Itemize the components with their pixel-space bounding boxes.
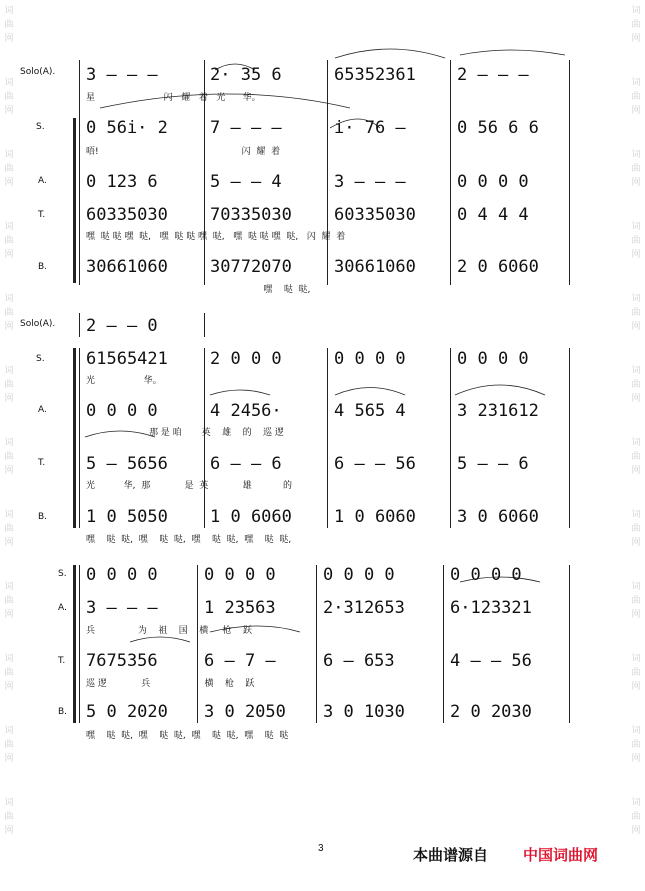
measure-notes: 4 565 4 xyxy=(334,401,406,421)
watermark-char: 网 xyxy=(4,538,14,548)
watermark-char: 曲 xyxy=(4,524,14,534)
watermark-char: 网 xyxy=(4,322,14,332)
watermark-char: 曲 xyxy=(631,236,641,246)
watermark-char: 网 xyxy=(631,106,641,116)
measure-notes: 60335030 xyxy=(86,205,168,225)
watermark-char: 网 xyxy=(631,682,641,692)
watermark-char: 曲 xyxy=(4,452,14,462)
watermark-char: 词 xyxy=(631,726,641,736)
measure-notes: 2· 35 6 xyxy=(210,65,282,85)
watermark-char: 曲 xyxy=(4,380,14,390)
watermark-char: 网 xyxy=(4,682,14,692)
part-label: B. xyxy=(38,512,48,522)
measure-notes: 0 0 0 0 xyxy=(457,172,529,192)
watermark-char: 词 xyxy=(631,6,641,16)
measure-notes: 6 — — 6 xyxy=(210,454,282,474)
watermark-char: 曲 xyxy=(4,308,14,318)
measure-notes: 7675356 xyxy=(86,651,158,671)
measure-notes: 3 231612 xyxy=(457,401,539,421)
measure-notes: 5 — 5656 xyxy=(86,454,168,474)
watermark-char: 曲 xyxy=(631,452,641,462)
watermark-char: 曲 xyxy=(631,812,641,822)
part-label: S. xyxy=(36,122,45,132)
measure-notes: 6·123321 xyxy=(450,598,532,618)
lyrics-line: 唔! 闪 耀 着 xyxy=(86,147,281,157)
measure-notes: 0 56i· 2 xyxy=(86,118,168,138)
watermark-char: 网 xyxy=(4,34,14,44)
watermark-char: 网 xyxy=(4,610,14,620)
part-label: T. xyxy=(58,656,66,666)
system-2-barline xyxy=(327,348,328,528)
measure-notes: 2·312653 xyxy=(323,598,405,618)
measure-notes: 2 0 2030 xyxy=(450,702,532,722)
part-label: T. xyxy=(38,458,46,468)
measure-notes: 0 0 0 0 xyxy=(86,401,158,421)
watermark-char: 词 xyxy=(631,438,641,448)
watermark-char: 网 xyxy=(4,466,14,476)
measure-notes: 0 0 0 0 xyxy=(457,349,529,369)
measure-notes: 3 — — — xyxy=(334,172,406,192)
watermark-char: 曲 xyxy=(631,92,641,102)
system-2-barline xyxy=(450,348,451,528)
measure-notes: 61565421 xyxy=(86,349,168,369)
measure-notes: 2 0 0 0 xyxy=(210,349,282,369)
watermark-char: 网 xyxy=(4,106,14,116)
watermark-char: 网 xyxy=(631,826,641,836)
measure-notes: 3 0 2050 xyxy=(204,702,286,722)
system-2-solo-barline xyxy=(79,313,80,337)
page-number: 3 xyxy=(318,843,324,854)
measure-notes: 2 — — — xyxy=(457,65,529,85)
measure-notes: i· 76 — xyxy=(334,118,406,138)
system-2-solo-barline xyxy=(204,313,205,337)
measure-notes: 5 — — 6 xyxy=(457,454,529,474)
watermark-char: 词 xyxy=(4,150,14,160)
system-1-barline xyxy=(327,60,328,285)
measure-notes: 70335030 xyxy=(210,205,292,225)
part-label: A. xyxy=(58,603,67,613)
measure-notes: 0 0 0 0 xyxy=(450,565,522,585)
footer-site-link[interactable]: 中国词曲网 xyxy=(523,846,599,864)
part-label: B. xyxy=(38,262,48,272)
system-1-end-barline xyxy=(569,60,570,285)
watermark-char: 曲 xyxy=(631,524,641,534)
watermark-char: 网 xyxy=(4,754,14,764)
watermark-char: 网 xyxy=(4,826,14,836)
measure-notes: 0 123 6 xyxy=(86,172,158,192)
watermark-char: 曲 xyxy=(4,164,14,174)
watermark-char: 网 xyxy=(631,466,641,476)
watermark-char: 词 xyxy=(631,294,641,304)
watermark-char: 曲 xyxy=(631,668,641,678)
lyrics-line: 星 闪 耀 着 光 华。 xyxy=(86,93,261,103)
watermark-char: 曲 xyxy=(631,308,641,318)
measure-notes: 1 0 6060 xyxy=(210,507,292,527)
measure-notes: 60335030 xyxy=(334,205,416,225)
watermark-char: 曲 xyxy=(4,596,14,606)
part-label: A. xyxy=(38,405,47,415)
measure-notes: 3 0 6060 xyxy=(457,507,539,527)
measure-notes: 1 0 6060 xyxy=(334,507,416,527)
footer-source-text: 本曲谱源自 xyxy=(413,846,489,864)
watermark-char: 网 xyxy=(631,178,641,188)
lyrics-line: 嘿 哒 哒, 嘿 哒 哒, 嘿 哒 哒, 嘿 哒 哒 xyxy=(86,731,289,741)
measure-notes: 2 — — 0 xyxy=(86,316,158,336)
measure-notes: 2 0 6060 xyxy=(457,257,539,277)
part-label: Solo(A). xyxy=(20,67,56,77)
watermark-char: 网 xyxy=(4,250,14,260)
watermark-char: 词 xyxy=(631,798,641,808)
measure-notes: 6 — 7 — xyxy=(204,651,276,671)
watermark-char: 词 xyxy=(4,654,14,664)
part-label: A. xyxy=(38,176,47,186)
system-1-start-barline xyxy=(79,60,80,285)
watermark-char: 网 xyxy=(631,250,641,260)
watermark-char: 词 xyxy=(631,582,641,592)
watermark-char: 词 xyxy=(631,78,641,88)
measure-notes: 0 0 0 0 xyxy=(86,565,158,585)
measure-notes: 3 — — — xyxy=(86,65,158,85)
lyrics-line: 嘿 哒 哒 嘿 哒, 嘿 哒 哒 嘿 哒, 嘿 哒 哒 嘿 哒, 闪 耀 着 xyxy=(86,232,346,242)
system-2-start-barline xyxy=(79,348,80,528)
watermark-char: 网 xyxy=(631,322,641,332)
watermark-char: 词 xyxy=(4,510,14,520)
system-2-end-barline xyxy=(569,348,570,528)
watermark-char: 词 xyxy=(4,438,14,448)
measure-notes: 4 2456· xyxy=(210,401,282,421)
watermark-char: 词 xyxy=(4,78,14,88)
lyrics-line: 嘿 哒 哒, 嘿 哒 哒, 嘿 哒 哒, 嘿 哒 哒, xyxy=(86,535,292,545)
watermark-char: 词 xyxy=(4,222,14,232)
part-label: S. xyxy=(36,354,45,364)
measure-notes: 30661060 xyxy=(86,257,168,277)
part-label: T. xyxy=(38,210,46,220)
measure-notes: 0 56 6 6 xyxy=(457,118,539,138)
watermark-char: 网 xyxy=(631,538,641,548)
system-3-barline xyxy=(443,565,444,723)
part-label: Solo(A). xyxy=(20,319,56,329)
lyrics-line: 嘿 哒 哒, xyxy=(86,285,311,295)
watermark-char: 曲 xyxy=(4,236,14,246)
system-3-start-barline xyxy=(79,565,80,723)
system-3-barline xyxy=(197,565,198,723)
measure-notes: 30772070 xyxy=(210,257,292,277)
watermark-char: 曲 xyxy=(4,668,14,678)
measure-notes: 30661060 xyxy=(334,257,416,277)
lyrics-line: 那 是 咱 英 雄 的 巡 逻 xyxy=(86,428,284,438)
watermark-char: 曲 xyxy=(4,20,14,30)
system-1-barline xyxy=(450,60,451,285)
watermark-char: 词 xyxy=(631,222,641,232)
watermark-char: 曲 xyxy=(631,380,641,390)
system-3-barline xyxy=(316,565,317,723)
part-label: B. xyxy=(58,707,68,717)
watermark-char: 曲 xyxy=(4,740,14,750)
measure-notes: 6 — — 56 xyxy=(334,454,416,474)
measure-notes: 5 0 2020 xyxy=(86,702,168,722)
measure-notes: 7 — — — xyxy=(210,118,282,138)
watermark-char: 词 xyxy=(4,294,14,304)
system-3-brace-bar xyxy=(73,565,76,723)
watermark-char: 词 xyxy=(631,150,641,160)
lyrics-line: 兵 为 祖 国 横 枪 跃 xyxy=(86,626,252,636)
measure-notes: 0 0 0 0 xyxy=(204,565,276,585)
watermark-char: 词 xyxy=(4,798,14,808)
measure-notes: 65352361 xyxy=(334,65,416,85)
measure-notes: 3 — — — xyxy=(86,598,158,618)
watermark-char: 词 xyxy=(4,366,14,376)
measure-notes: 1 0 5050 xyxy=(86,507,168,527)
measure-notes: 5 — — 4 xyxy=(210,172,282,192)
lyrics-line: 巡 逻 兵 横 枪 跃 xyxy=(86,679,255,689)
watermark-char: 曲 xyxy=(631,740,641,750)
watermark-char: 曲 xyxy=(631,164,641,174)
watermark-char: 词 xyxy=(631,510,641,520)
measure-notes: 0 0 0 0 xyxy=(334,349,406,369)
lyrics-line: 光 华, 那 是 英 雄 的 xyxy=(86,481,293,491)
watermark-char: 曲 xyxy=(631,20,641,30)
system-3-end-barline xyxy=(569,565,570,723)
measure-notes: 6 — 653 xyxy=(323,651,395,671)
system-1-brace-bar xyxy=(73,118,76,283)
watermark-char: 网 xyxy=(4,178,14,188)
measure-notes: 0 0 0 0 xyxy=(323,565,395,585)
part-label: S. xyxy=(58,569,67,579)
watermark-char: 网 xyxy=(4,394,14,404)
watermark-char: 词 xyxy=(631,366,641,376)
lyrics-line: 光 华。 xyxy=(86,376,162,386)
watermark-char: 曲 xyxy=(4,812,14,822)
watermark-char: 网 xyxy=(631,34,641,44)
measure-notes: 4 — — 56 xyxy=(450,651,532,671)
watermark-char: 网 xyxy=(631,610,641,620)
watermark-char: 网 xyxy=(631,394,641,404)
measure-notes: 0 4 4 4 xyxy=(457,205,529,225)
watermark-char: 词 xyxy=(631,654,641,664)
system-2-brace-bar xyxy=(73,348,76,528)
watermark-char: 词 xyxy=(4,726,14,736)
measure-notes: 3 0 1030 xyxy=(323,702,405,722)
watermark-char: 词 xyxy=(4,6,14,16)
watermark-char: 曲 xyxy=(631,596,641,606)
watermark-char: 曲 xyxy=(4,92,14,102)
measure-notes: 1 23563 xyxy=(204,598,276,618)
watermark-char: 网 xyxy=(631,754,641,764)
watermark-char: 词 xyxy=(4,582,14,592)
